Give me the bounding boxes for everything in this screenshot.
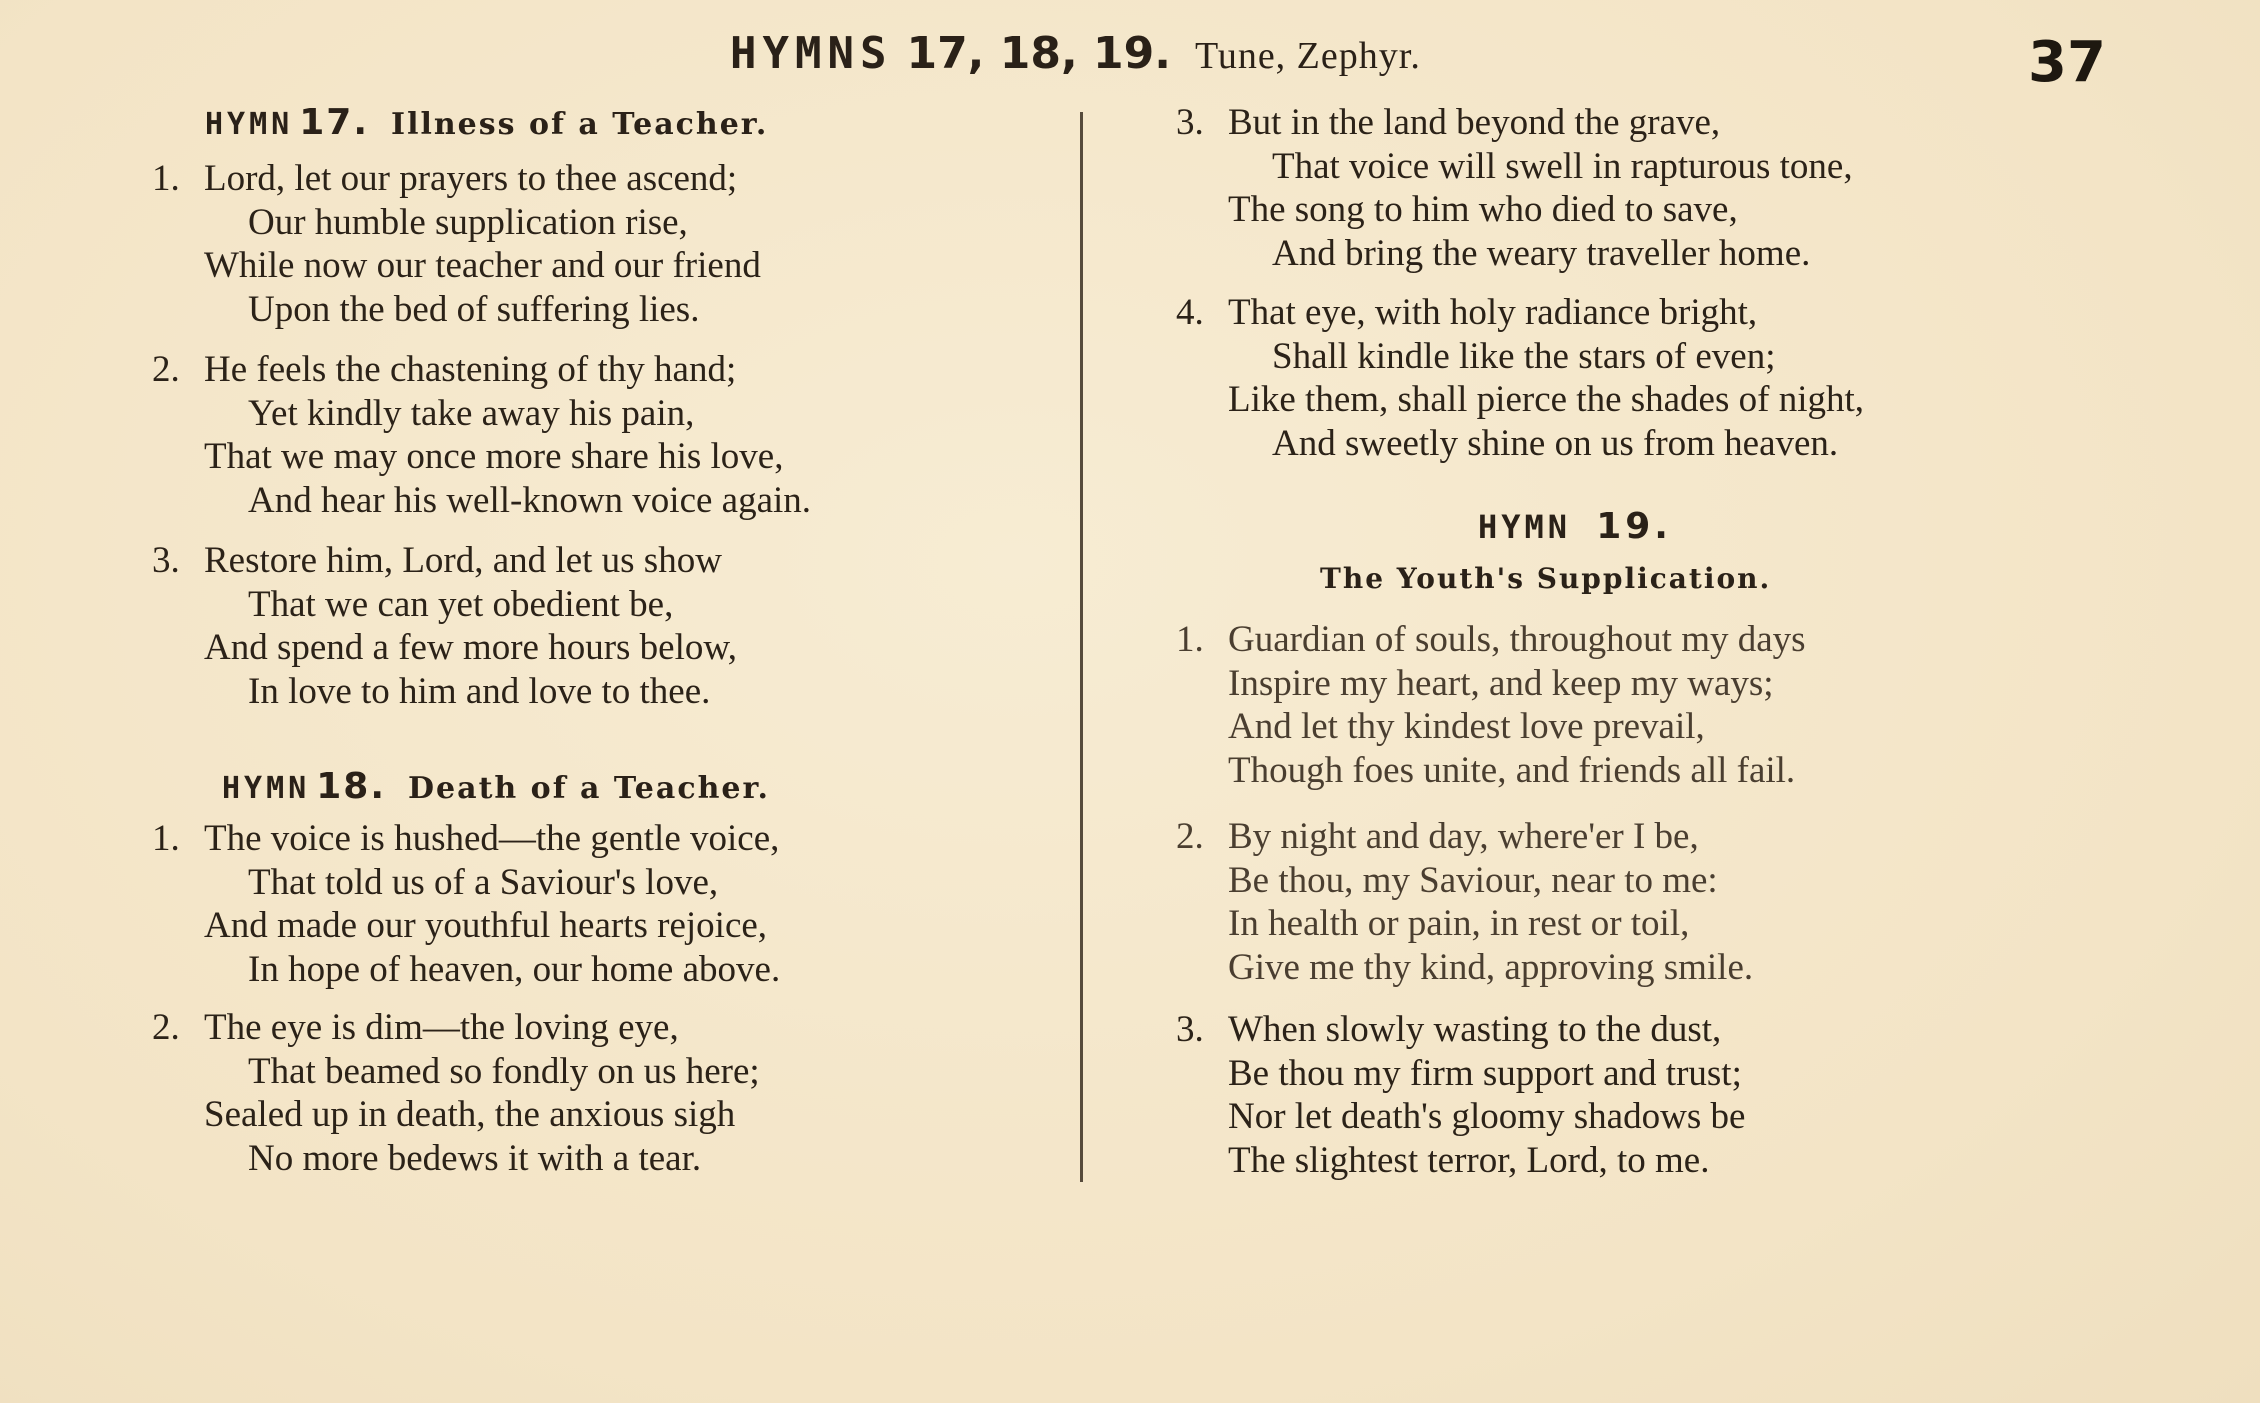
column-divider [1080,112,1083,1182]
hymn-17-stanza-1 [152,157,761,331]
stanza-number: 1. [152,818,180,859]
hymn-18-title [222,766,770,807]
verse-line: When slowly wasting to the dust, [1228,1009,1722,1050]
stanza-number: 3. [152,540,180,581]
verse-line: The voice is hushed—the gentle voice, [204,818,780,859]
verse-line: And spend a few more hours below, [204,627,737,668]
verse-line: And let thy kindest love prevail, [1228,706,1705,747]
verse-line: In health or pain, in rest or toil, [1228,903,1690,944]
stanza-number: 2. [1176,816,1204,857]
hymn-19-label: HYMN [1478,508,1572,546]
hymn-17-stanza-3 [152,539,737,713]
hymn-19-heading [1478,506,1672,547]
hymn-17-title [205,102,768,143]
hymn-17-subtitle: Illness of a Teacher. [391,107,769,142]
verse-line: Restore him, Lord, and let us show [204,540,722,581]
verse-line: The slightest terror, Lord, to me. [1228,1139,1710,1181]
verse-line: While now our teacher and our friend [204,245,761,286]
stanza-number: 1. [1176,619,1204,660]
hymn-18-stanza-1 [152,817,780,991]
stanza-number: 1. [152,158,180,199]
verse-line: Upon the bed of suffering lies. [248,288,700,330]
verse-line: Nor let death's gloomy shadows be [1228,1096,1746,1137]
verse-line: That eye, with holy radiance bright, [1228,292,1758,333]
verse-line: Be thou my firm support and trust; [1228,1052,1742,1094]
running-head [730,26,1421,79]
verse-line: The eye is dim—the loving eye, [204,1007,679,1048]
verse-line: Sealed up in death, the anxious sigh [204,1094,736,1135]
verse-line: And hear his well-known voice again. [248,479,812,521]
verse-line: That voice will swell in rapturous tone, [1272,145,1853,187]
verse-line: Though foes unite, and friends all fail. [1228,749,1796,791]
verse-line: That we may once more share his love, [204,436,784,477]
hymn-17-number: 17. [299,102,370,143]
verse-line: That told us of a Saviour's love, [248,861,719,903]
verse-line: Be thou, my Saviour, near to me: [1228,859,1718,901]
hymn-17-label: HYMN [205,107,294,142]
verse-line: In love to him and love to thee. [248,670,711,712]
verse-line: The song to him who died to save, [1228,189,1738,230]
verse-line: By night and day, where'er I be, [1228,816,1699,857]
verse-line: That beamed so fondly on us here; [248,1050,760,1092]
verse-line: He feels the chastening of thy hand; [204,349,737,390]
verse-line: In hope of heaven, our home above. [248,948,781,990]
hymn-17-stanza-2 [152,348,811,522]
hymn-18-number: 18. [316,766,387,807]
verse-line: Lord, let our prayers to thee ascend; [204,158,738,199]
verse-line: Like them, shall pierce the shades of night, [1228,379,1865,420]
verse-line: Yet kindly take away his pain, [248,392,695,434]
stanza-number: 4. [1176,292,1204,333]
hymn-18-stanza-2 [152,1006,760,1180]
hymn-19-stanza-1 [1176,618,1806,792]
verse-line: Our humble supplication rise, [248,201,688,243]
hymn-19-subtitle: The Youth's Supplication. [1320,562,1772,595]
verse-line: And sweetly shine on us from heaven. [1272,422,1839,464]
hymn-19-stanza-3 [1176,1008,1745,1182]
verse-line: And bring the weary traveller home. [1272,232,1811,274]
hymn-19-number: 19. [1596,506,1672,547]
hymn-18-stanza-4 [1176,291,1864,465]
stanza-number: 2. [152,349,180,390]
running-head-numbers: 17, 18, 19. [906,28,1171,79]
page-number: 37 [2028,30,2106,95]
verse-line: Guardian of souls, throughout my days [1228,619,1806,660]
hymn-19-stanza-2 [1176,815,1753,989]
verse-line: But in the land beyond the grave, [1228,102,1721,143]
running-head-hymns: HYMNS [730,28,893,79]
stanza-number: 3. [1176,1009,1204,1050]
stanza-number: 2. [152,1007,180,1048]
running-head-tune: Tune, Zephyr. [1194,35,1421,77]
verse-line: And made our youthful hearts rejoice, [204,905,768,946]
verse-line: Give me thy kind, approving smile. [1228,946,1754,988]
verse-line: Shall kindle like the stars of even; [1272,335,1776,377]
verse-line: No more bedews it with a tear. [248,1137,702,1179]
hymn-18-label: HYMN [222,771,311,806]
verse-line: That we can yet obedient be, [248,583,674,625]
stanza-number: 3. [1176,102,1204,143]
hymn-18-subtitle: Death of a Teacher. [408,771,770,806]
hymn-18-stanza-3 [1176,101,1853,275]
verse-line: Inspire my heart, and keep my ways; [1228,662,1774,704]
